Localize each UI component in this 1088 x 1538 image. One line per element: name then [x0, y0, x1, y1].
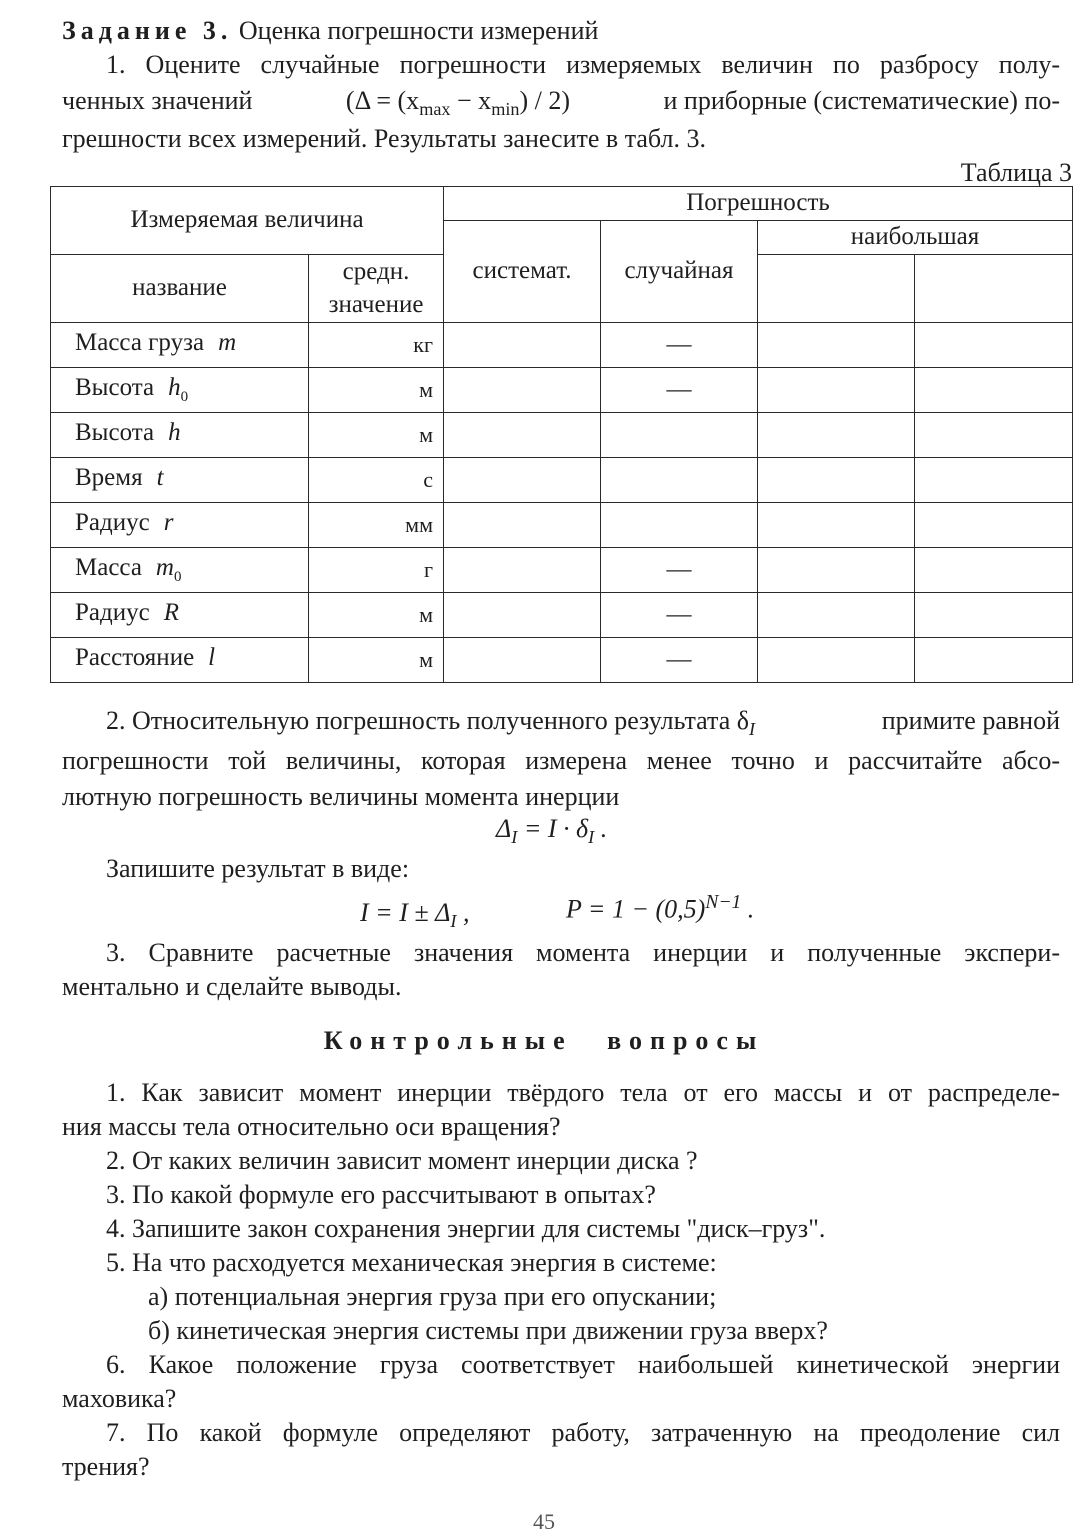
formula-probability [566, 890, 754, 926]
formula-probability-end: . [741, 894, 755, 924]
row-systematic [444, 413, 601, 458]
formula-result-main: I = I ± Δ [360, 898, 451, 927]
row-systematic [444, 368, 601, 413]
row-largest-a [758, 368, 915, 413]
row-unit: кг [309, 323, 444, 368]
formula-probability-sup: N−1 [705, 892, 742, 913]
row-symbol: m [155, 554, 174, 582]
row-systematic [444, 323, 601, 368]
header-systematic: системат. [444, 221, 601, 323]
formula-abs-error-sub2: I [588, 827, 595, 848]
row-random: — [601, 548, 758, 593]
para3-line2: ментально и сделайте выводы. [62, 972, 402, 1001]
row-unit: мм [309, 503, 444, 548]
para2-line1 [106, 704, 1060, 742]
row-largest-b [915, 593, 1073, 638]
question-3: 3. По какой формуле его рассчитывают в опытах? [106, 1180, 656, 1209]
table-row [51, 593, 1073, 638]
row-name-text: Время [75, 464, 143, 492]
row-name [51, 548, 309, 593]
row-name-text: Масса груза [75, 329, 205, 357]
header-largest-a [758, 255, 915, 323]
row-name [51, 368, 309, 413]
header-measured: Измеряемая величина [51, 187, 444, 255]
row-symbol-sub: 0 [180, 389, 189, 406]
row-symbol: r [163, 509, 174, 537]
question-5b: б) кинетическая энергия системы при движении груза вверх? [148, 1316, 828, 1345]
table-row [51, 368, 1073, 413]
row-symbol: t [156, 464, 164, 492]
row-symbol: l [208, 644, 216, 672]
errors-table [50, 186, 1073, 683]
formula-abs-error-delta: Δ [496, 814, 512, 843]
row-largest-b [915, 368, 1073, 413]
row-symbol: h [168, 419, 181, 447]
row-name-text: Радиус [75, 599, 150, 627]
row-largest-b [915, 638, 1073, 683]
row-systematic [444, 503, 601, 548]
task-paragraph-line1: 1. Оцените случайные погрешности измеряемых величин по разбросу полу- [106, 50, 1060, 79]
row-systematic [444, 593, 601, 638]
task-heading-label: Задание 3. [62, 16, 233, 45]
formula-probability-main: P = 1 − (0,5) [566, 894, 706, 924]
row-unit: с [309, 458, 444, 503]
task-paragraph-line2-text: ченных значений [62, 86, 253, 115]
task-paragraph-line2-end: и приборные (систематические) по- [663, 86, 1060, 115]
row-random: — [601, 323, 758, 368]
row-largest-b [915, 548, 1073, 593]
row-random [601, 458, 758, 503]
table-row [51, 413, 1073, 458]
page-number: 45 [533, 1509, 555, 1534]
question-1-line2: ния массы тела относительно оси вращения? [62, 1112, 561, 1141]
question-6-line1: 6. Какое положение груза соответствует наибольшей кинетической энергии [106, 1350, 1060, 1379]
formula-abs-error-rest: = I · δ [517, 814, 589, 843]
row-largest-b [915, 323, 1073, 368]
row-largest-a [758, 323, 915, 368]
formula-abs-error-end: . [594, 814, 608, 843]
header-error: Погрешность [444, 187, 1073, 221]
para2-line1-text: 2. Относительную погрешность полученного результата δ [106, 706, 749, 735]
row-name-text: Высота [75, 374, 155, 402]
row-random [601, 503, 758, 548]
formula-result-end: , [456, 898, 470, 927]
row-symbol: h [168, 374, 181, 402]
table-row [51, 458, 1073, 503]
table-row [51, 548, 1073, 593]
row-random: — [601, 368, 758, 413]
row-name [51, 458, 309, 503]
row-name [51, 323, 309, 368]
table-row [51, 323, 1073, 368]
row-largest-a [758, 638, 915, 683]
row-unit: м [309, 368, 444, 413]
range-formula-min: min [491, 99, 520, 120]
question-1-line1: 1. Как зависит момент инерции твёрдого тела от его массы и от распределе- [106, 1078, 1060, 1107]
question-6-line2: маховика? [62, 1384, 177, 1413]
header-random: случайная [601, 221, 758, 323]
question-7-line2: трения? [62, 1452, 150, 1481]
row-unit: м [309, 413, 444, 458]
range-formula-max: max [419, 99, 451, 120]
row-largest-a [758, 548, 915, 593]
row-name [51, 413, 309, 458]
row-symbol: R [163, 599, 179, 627]
questions-title: Контрольные вопросы [323, 1026, 765, 1055]
row-name [51, 593, 309, 638]
question-4: 4. Запишите закон сохранения энергии для системы "диск–груз". [106, 1214, 826, 1243]
row-name-text: Масса [75, 554, 142, 582]
task-paragraph-line3: грешности всех измерений. Результаты занесите в табл. 3. [62, 124, 706, 153]
row-largest-a [758, 458, 915, 503]
row-name [51, 503, 309, 548]
row-symbol-sub: 0 [173, 569, 182, 586]
row-random: — [601, 638, 758, 683]
row-systematic [444, 638, 601, 683]
header-name: название [51, 255, 309, 323]
formula-result [360, 896, 469, 934]
table-row [51, 638, 1073, 683]
formula-abs-error-sub: I [511, 827, 518, 848]
row-name-text: Расстояние [75, 644, 195, 672]
task-paragraph-line2 [62, 84, 1060, 122]
row-unit: м [309, 593, 444, 638]
write-result-label: Запишите результат в виде: [106, 854, 410, 883]
question-7-line1: 7. По какой формуле определяют работу, затраченную на преодоление сил [106, 1418, 1060, 1447]
header-largest-b [915, 255, 1073, 323]
row-name-text: Радиус [75, 509, 150, 537]
row-largest-a [758, 413, 915, 458]
row-random: — [601, 593, 758, 638]
range-formula-start: (Δ = (x [345, 86, 420, 115]
task-heading [62, 14, 598, 48]
para2-line1-end: примите равной [881, 706, 1060, 735]
formula-result-sub: I [450, 911, 457, 932]
range-formula [346, 84, 570, 122]
row-largest-b [915, 503, 1073, 548]
para2-line3: лютную погрешность величины момента инерции [62, 782, 620, 811]
task-heading-title: Оценка погрешности измерений [238, 16, 599, 45]
row-largest-a [758, 503, 915, 548]
row-unit: м [309, 638, 444, 683]
row-systematic [444, 458, 601, 503]
row-symbol: m [218, 329, 237, 357]
row-name [51, 638, 309, 683]
row-systematic [444, 548, 601, 593]
row-largest-a [758, 593, 915, 638]
table-row [51, 503, 1073, 548]
header-mean: средн. значение [309, 255, 444, 323]
row-largest-b [915, 458, 1073, 503]
header-largest: наибольшая [758, 221, 1073, 255]
para3-line1: 3. Сравните расчетные значения момента инерции и полученные экспери- [106, 938, 1060, 967]
range-formula-end: ) / 2) [519, 86, 571, 115]
table-caption: Таблица 3 [960, 158, 1072, 187]
formula-abs-error [496, 812, 607, 850]
para2-line1-sub: I [749, 719, 756, 740]
question-5: 5. На что расходуется механическая энергия в системе: [106, 1248, 717, 1277]
row-random [601, 413, 758, 458]
para2-line2: погрешности той величины, которая измерена менее точно и рассчитайте абсо- [62, 746, 1060, 775]
question-2: 2. От каких величин зависит момент инерции диска ? [106, 1146, 698, 1175]
range-formula-minus: − x [450, 86, 492, 115]
question-5a: а) потенциальная энергия груза при его опускании; [148, 1282, 717, 1311]
row-unit: г [309, 548, 444, 593]
row-largest-b [915, 413, 1073, 458]
row-name-text: Высота [75, 419, 155, 447]
